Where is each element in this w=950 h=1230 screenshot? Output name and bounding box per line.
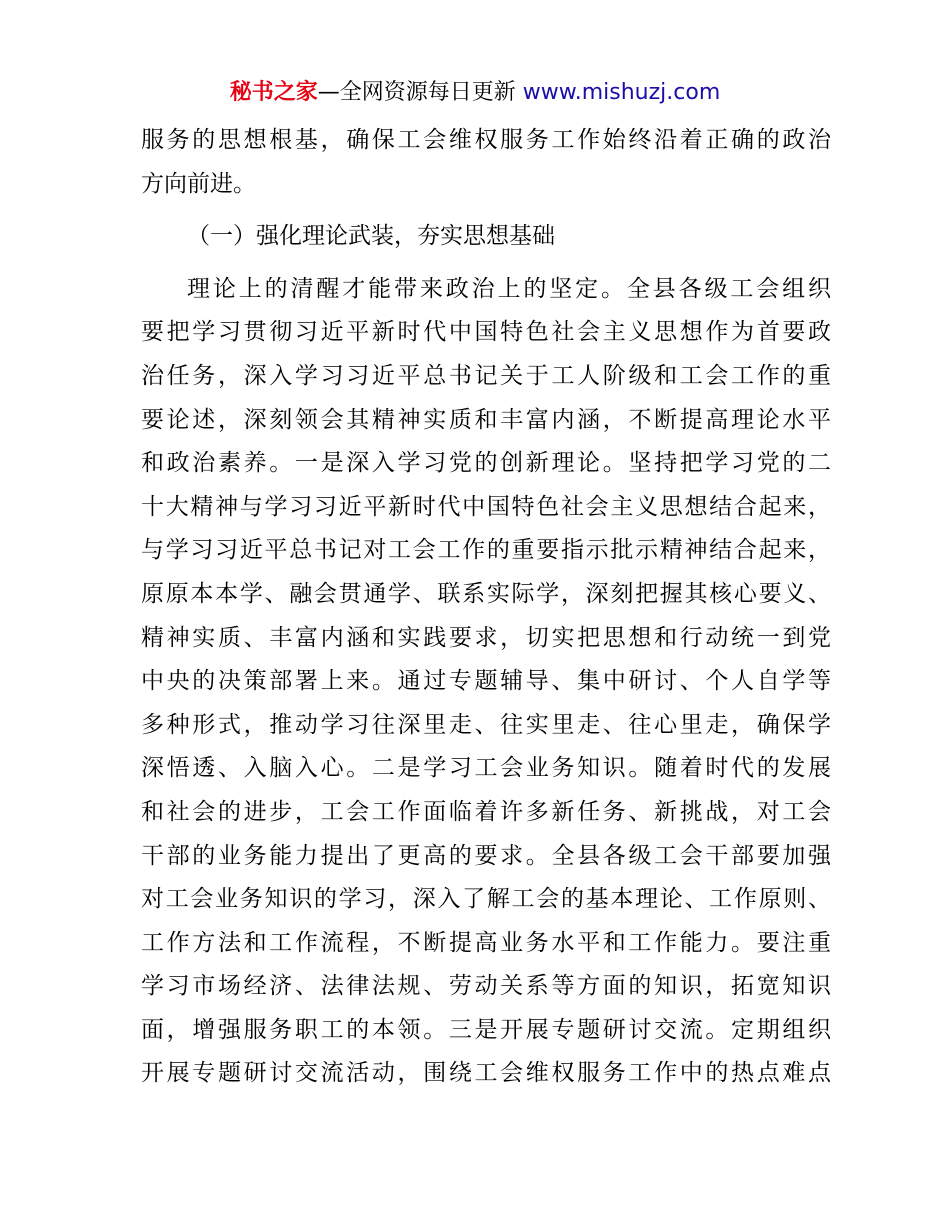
body-line: 原原本本学、融会贯通学、联系实际学，深刻把握其核心要义、 <box>141 580 831 607</box>
body-line: 深悟透、入脑入心。二是学习工会业务知识。随着时代的发展 <box>141 755 831 782</box>
body-line: 和政治素养。一是深入学习党的创新理论。坚持把学习党的二 <box>141 450 831 477</box>
page-header <box>0 76 950 110</box>
body-line: 治任务，深入学习习近平总书记关于工人阶级和工会工作的重 <box>141 362 831 389</box>
body-line: 精神实质、丰富内涵和实践要求，切实把思想和行动统一到党 <box>141 624 831 651</box>
paragraph-spacer <box>141 259 831 268</box>
brand-name: 秘书之家 <box>229 80 318 105</box>
body-line: 十大精神与学习习近平新时代中国特色社会主义思想结合起来， <box>141 493 831 520</box>
section-heading: （一）强化理论武装，夯实思想基础 <box>187 223 555 250</box>
header-tagline: —全网资源每日更新 <box>317 80 523 105</box>
body-line: 学习市场经济、法律法规、劳动关系等方面的知识，拓宽知识 <box>141 973 831 1000</box>
body-line: 与学习习近平总书记对工会工作的重要指示批示精神结合起来， <box>141 537 831 564</box>
body-line: 要论述，深刻领会其精神实质和丰富内涵，不断提高理论水平 <box>141 406 831 433</box>
intro-line: 服务的思想根基，确保工会维权服务工作始终沿着正确的政治 <box>141 127 831 153</box>
body-line: 要把学习贯彻习近平新时代中国特色社会主义思想作为首要政 <box>141 319 831 346</box>
body-line: 多种形式，推动学习往深里走、往实里走、往心里走，确保学 <box>141 711 831 738</box>
body-line: 对工会业务知识的学习，深入了解工会的基本理论、工作原则、 <box>141 886 831 913</box>
body-line: 和社会的进步，工会工作面临着许多新任务、新挑战，对工会 <box>141 798 831 825</box>
body-line: 面，增强服务职工的本领。三是开展专题研讨交流。定期组织 <box>141 1016 831 1043</box>
body-line: 中央的决策部署上来。通过专题辅导、集中研讨、个人自学等 <box>141 668 831 695</box>
body-line: 理论上的清醒才能带来政治上的坚定。全县各级工会组织 <box>187 275 831 302</box>
intro-line: 方向前进。 <box>141 170 256 197</box>
body-line: 工作方法和工作流程，不断提高业务水平和工作能力。要注重 <box>141 929 831 956</box>
paragraph-spacer <box>141 206 831 215</box>
site-url-link[interactable]: www.mishuzj.com <box>522 80 721 105</box>
body-line: 开展专题研讨交流活动，围绕工会维权服务工作中的热点难点 <box>141 1060 831 1087</box>
document-body <box>141 119 831 1096</box>
body-line: 干部的业务能力提出了更高的要求。全县各级工会干部要加强 <box>141 842 831 869</box>
